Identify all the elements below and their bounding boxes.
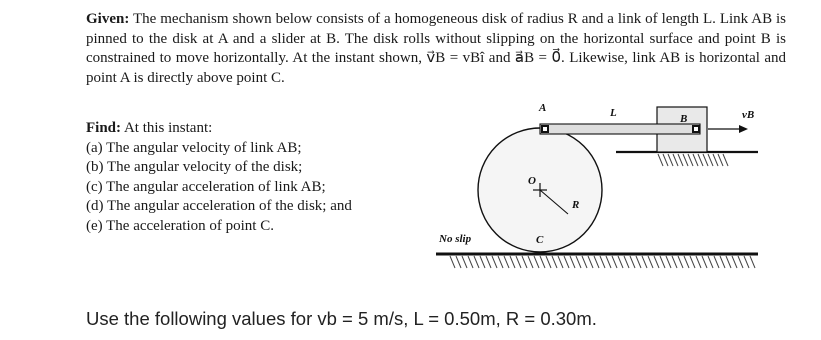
label-a: A bbox=[539, 102, 547, 114]
label-vb: vB bbox=[742, 109, 755, 121]
velocity-arrow-head bbox=[739, 125, 748, 133]
find-label: Find: bbox=[86, 120, 122, 136]
ground-hatch-line bbox=[462, 256, 467, 268]
find-item-d: (d) The angular acceleration of the disk; and bbox=[86, 198, 352, 214]
mechanism-diagram bbox=[430, 96, 770, 281]
ground-hatch-line bbox=[618, 256, 623, 268]
ground-hatch-line bbox=[600, 256, 605, 268]
ground-hatch-line bbox=[474, 256, 479, 268]
ground-hatch-line bbox=[636, 256, 641, 268]
ground-hatch-line bbox=[750, 256, 755, 268]
ground-hatch-line bbox=[510, 256, 515, 268]
given-paragraph bbox=[86, 10, 786, 88]
ground-hatch-line bbox=[456, 256, 461, 268]
label-b: B bbox=[680, 113, 688, 125]
ground-hatch-line bbox=[720, 256, 725, 268]
label-o: O bbox=[528, 175, 536, 187]
rail-hatch-line bbox=[678, 154, 683, 166]
pin-b-hole bbox=[694, 127, 698, 131]
ground-hatch-line bbox=[654, 256, 659, 268]
rail-hatch-line bbox=[698, 154, 703, 166]
find-item-a: (a) The angular velocity of link AB; bbox=[86, 139, 302, 156]
ground-hatch-line bbox=[696, 256, 701, 268]
rail-hatch-line bbox=[703, 154, 708, 166]
ground-hatch-line bbox=[738, 256, 743, 268]
rail-hatch-line bbox=[723, 154, 728, 166]
find-intro: At this instant: bbox=[123, 120, 213, 136]
ground-hatch-line bbox=[726, 256, 731, 268]
given-label: Given: bbox=[86, 11, 130, 27]
ground-hatch-line bbox=[558, 256, 563, 268]
ground-hatch-line bbox=[546, 256, 551, 268]
rail-hatch-line bbox=[668, 154, 673, 166]
ground-hatch-line bbox=[480, 256, 485, 268]
ground-hatch-line bbox=[570, 256, 575, 268]
ground-hatch-line bbox=[588, 256, 593, 268]
ground-hatch-line bbox=[498, 256, 503, 268]
ground-hatch-line bbox=[624, 256, 629, 268]
ground-hatch-line bbox=[504, 256, 509, 268]
ground-hatch-line bbox=[648, 256, 653, 268]
label-c: C bbox=[536, 234, 544, 246]
ground-hatch-line bbox=[702, 256, 707, 268]
ground-hatch-line bbox=[522, 256, 527, 268]
given-values-line: Use the following values for vb = 5 m/s, L = 0.50m, R = 0.30m. bbox=[86, 308, 597, 329]
ground-hatch-line bbox=[486, 256, 491, 268]
ground-hatch-line bbox=[516, 256, 521, 268]
find-item-c: (c) The angular acceleration of link AB; bbox=[86, 178, 326, 195]
rail-hatch-line bbox=[693, 154, 698, 166]
ground-hatch-line bbox=[468, 256, 473, 268]
ground-hatch-line bbox=[684, 256, 689, 268]
ground-hatch-line bbox=[552, 256, 557, 268]
rail-hatch-line bbox=[673, 154, 678, 166]
rail-hatch-line bbox=[683, 154, 688, 166]
ground-hatch-line bbox=[534, 256, 539, 268]
rail-hatch-line bbox=[658, 154, 663, 166]
ground-hatch-line bbox=[660, 256, 665, 268]
rail-hatch-line bbox=[718, 154, 723, 166]
ground-hatch-line bbox=[492, 256, 497, 268]
find-section bbox=[86, 119, 446, 236]
ground-hatch-line bbox=[594, 256, 599, 268]
ground-hatch-line bbox=[528, 256, 533, 268]
given-line-3: on the horizontal surface and point B is constrained to move horizontally. At the instant shown, bbox=[86, 30, 786, 66]
ground-hatch-line bbox=[612, 256, 617, 268]
ground-hatch-line bbox=[630, 256, 635, 268]
given-line-1: The mechanism shown below consists of a homogeneous disk of radius R and a link of bbox=[133, 11, 658, 27]
ground-hatch-line bbox=[564, 256, 569, 268]
find-item-e: (e) The acceleration of point C. bbox=[86, 217, 274, 234]
ground-hatch-line bbox=[582, 256, 587, 268]
ground-hatch-line bbox=[672, 256, 677, 268]
ground-hatching bbox=[450, 256, 755, 268]
ground-hatch-line bbox=[450, 256, 455, 268]
ground-hatch-line bbox=[714, 256, 719, 268]
label-r: R bbox=[572, 199, 580, 211]
given-line-2: length L. Link AB is pinned to the disk at A and a slider at B. The disk rolls without slipping bbox=[86, 11, 787, 47]
link-ab bbox=[540, 124, 700, 134]
rail-hatch-line bbox=[708, 154, 713, 166]
ground-hatch-line bbox=[576, 256, 581, 268]
ground-hatch-line bbox=[708, 256, 713, 268]
given-line-4: v⃗B = vBî and a⃗B = 0⃗. Likewise, link AB is horizontal and point A is directly above point C. bbox=[86, 50, 786, 86]
ground-hatch-line bbox=[732, 256, 737, 268]
ground-hatch-line bbox=[690, 256, 695, 268]
rail-hatch-line bbox=[713, 154, 718, 166]
label-l: L bbox=[610, 107, 617, 119]
ground-hatch-line bbox=[606, 256, 611, 268]
find-header bbox=[86, 119, 446, 139]
ground-hatch-line bbox=[678, 256, 683, 268]
rail-hatch-line bbox=[663, 154, 668, 166]
find-item-b: (b) The angular velocity of the disk; bbox=[86, 159, 303, 175]
rail-hatching bbox=[658, 154, 728, 166]
ground-hatch-line bbox=[744, 256, 749, 268]
rail-hatch-line bbox=[688, 154, 693, 166]
ground-hatch-line bbox=[666, 256, 671, 268]
pin-a-hole bbox=[543, 127, 547, 131]
ground-hatch-line bbox=[642, 256, 647, 268]
ground-hatch-line bbox=[540, 256, 545, 268]
label-no-slip: No slip bbox=[439, 233, 472, 245]
